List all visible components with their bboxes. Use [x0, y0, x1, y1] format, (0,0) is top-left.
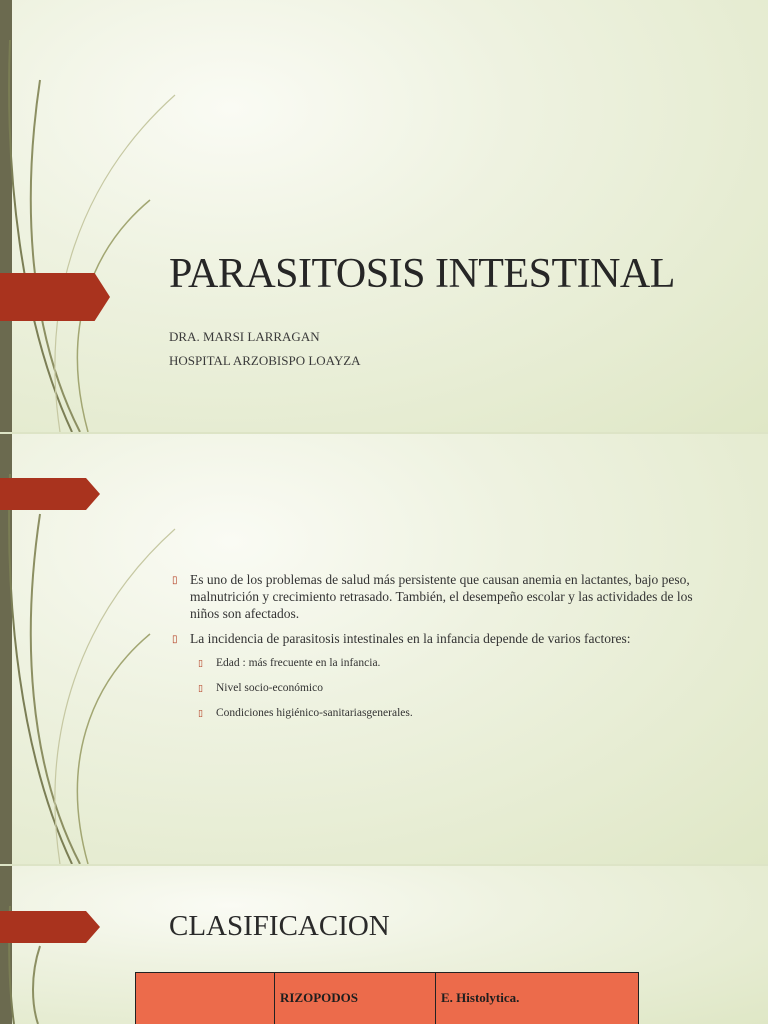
table-cell	[136, 973, 275, 1024]
slide-title	[0, 0, 768, 432]
section-heading: CLASIFICACION	[169, 910, 390, 942]
bullet-item	[172, 630, 702, 647]
subbullet-text: Edad : más frecuente en la infancia.	[216, 657, 381, 669]
table-cell: RIZOPODOS	[275, 973, 436, 1024]
slide-side-bar	[0, 0, 12, 432]
hospital-name: HOSPITAL ARZOBISPO LOAYZA	[169, 353, 361, 368]
accent-arrow	[0, 478, 100, 510]
table-row	[136, 973, 639, 1024]
bullet-marker-icon: ▯	[172, 634, 178, 645]
bullet-marker-icon: ▯	[172, 575, 178, 586]
classification-table	[135, 972, 639, 1024]
bullet-marker-icon: ▯	[198, 659, 203, 669]
subbullet-item	[198, 705, 702, 722]
subbullet-text: Nivel socio-económico	[216, 682, 323, 694]
bullet-text: Es uno de los problemas de salud más persistente que causan anemia en lactantes, bajo peso, malnutrición y crecimiento retrasado. También, el desempeño escolar y las actividades de los niños son afectados.	[190, 572, 693, 621]
bullet-marker-icon: ▯	[198, 684, 203, 694]
accent-arrow	[0, 273, 110, 321]
subbullet-item	[198, 680, 702, 697]
author-name: DRA. MARSI LARRAGAN	[169, 329, 320, 344]
subbullet-text: Condiciones higiénico-sanitariasgenerales.	[216, 707, 413, 719]
table-cell: E. Histolytica.	[436, 973, 639, 1024]
slide-side-bar	[0, 866, 12, 1024]
bullet-list	[172, 571, 702, 730]
bullet-item	[172, 571, 702, 622]
bullet-text: La incidencia de parasitosis intestinales en la infancia depende de varios factores:	[190, 631, 631, 646]
subbullet-item	[198, 655, 702, 672]
slide-title-text: PARASITOSIS INTESTINAL	[169, 251, 675, 297]
slide-classification	[0, 866, 768, 1024]
bullet-marker-icon: ▯	[198, 709, 203, 719]
accent-arrow	[0, 911, 100, 943]
slide-intro	[0, 434, 768, 864]
